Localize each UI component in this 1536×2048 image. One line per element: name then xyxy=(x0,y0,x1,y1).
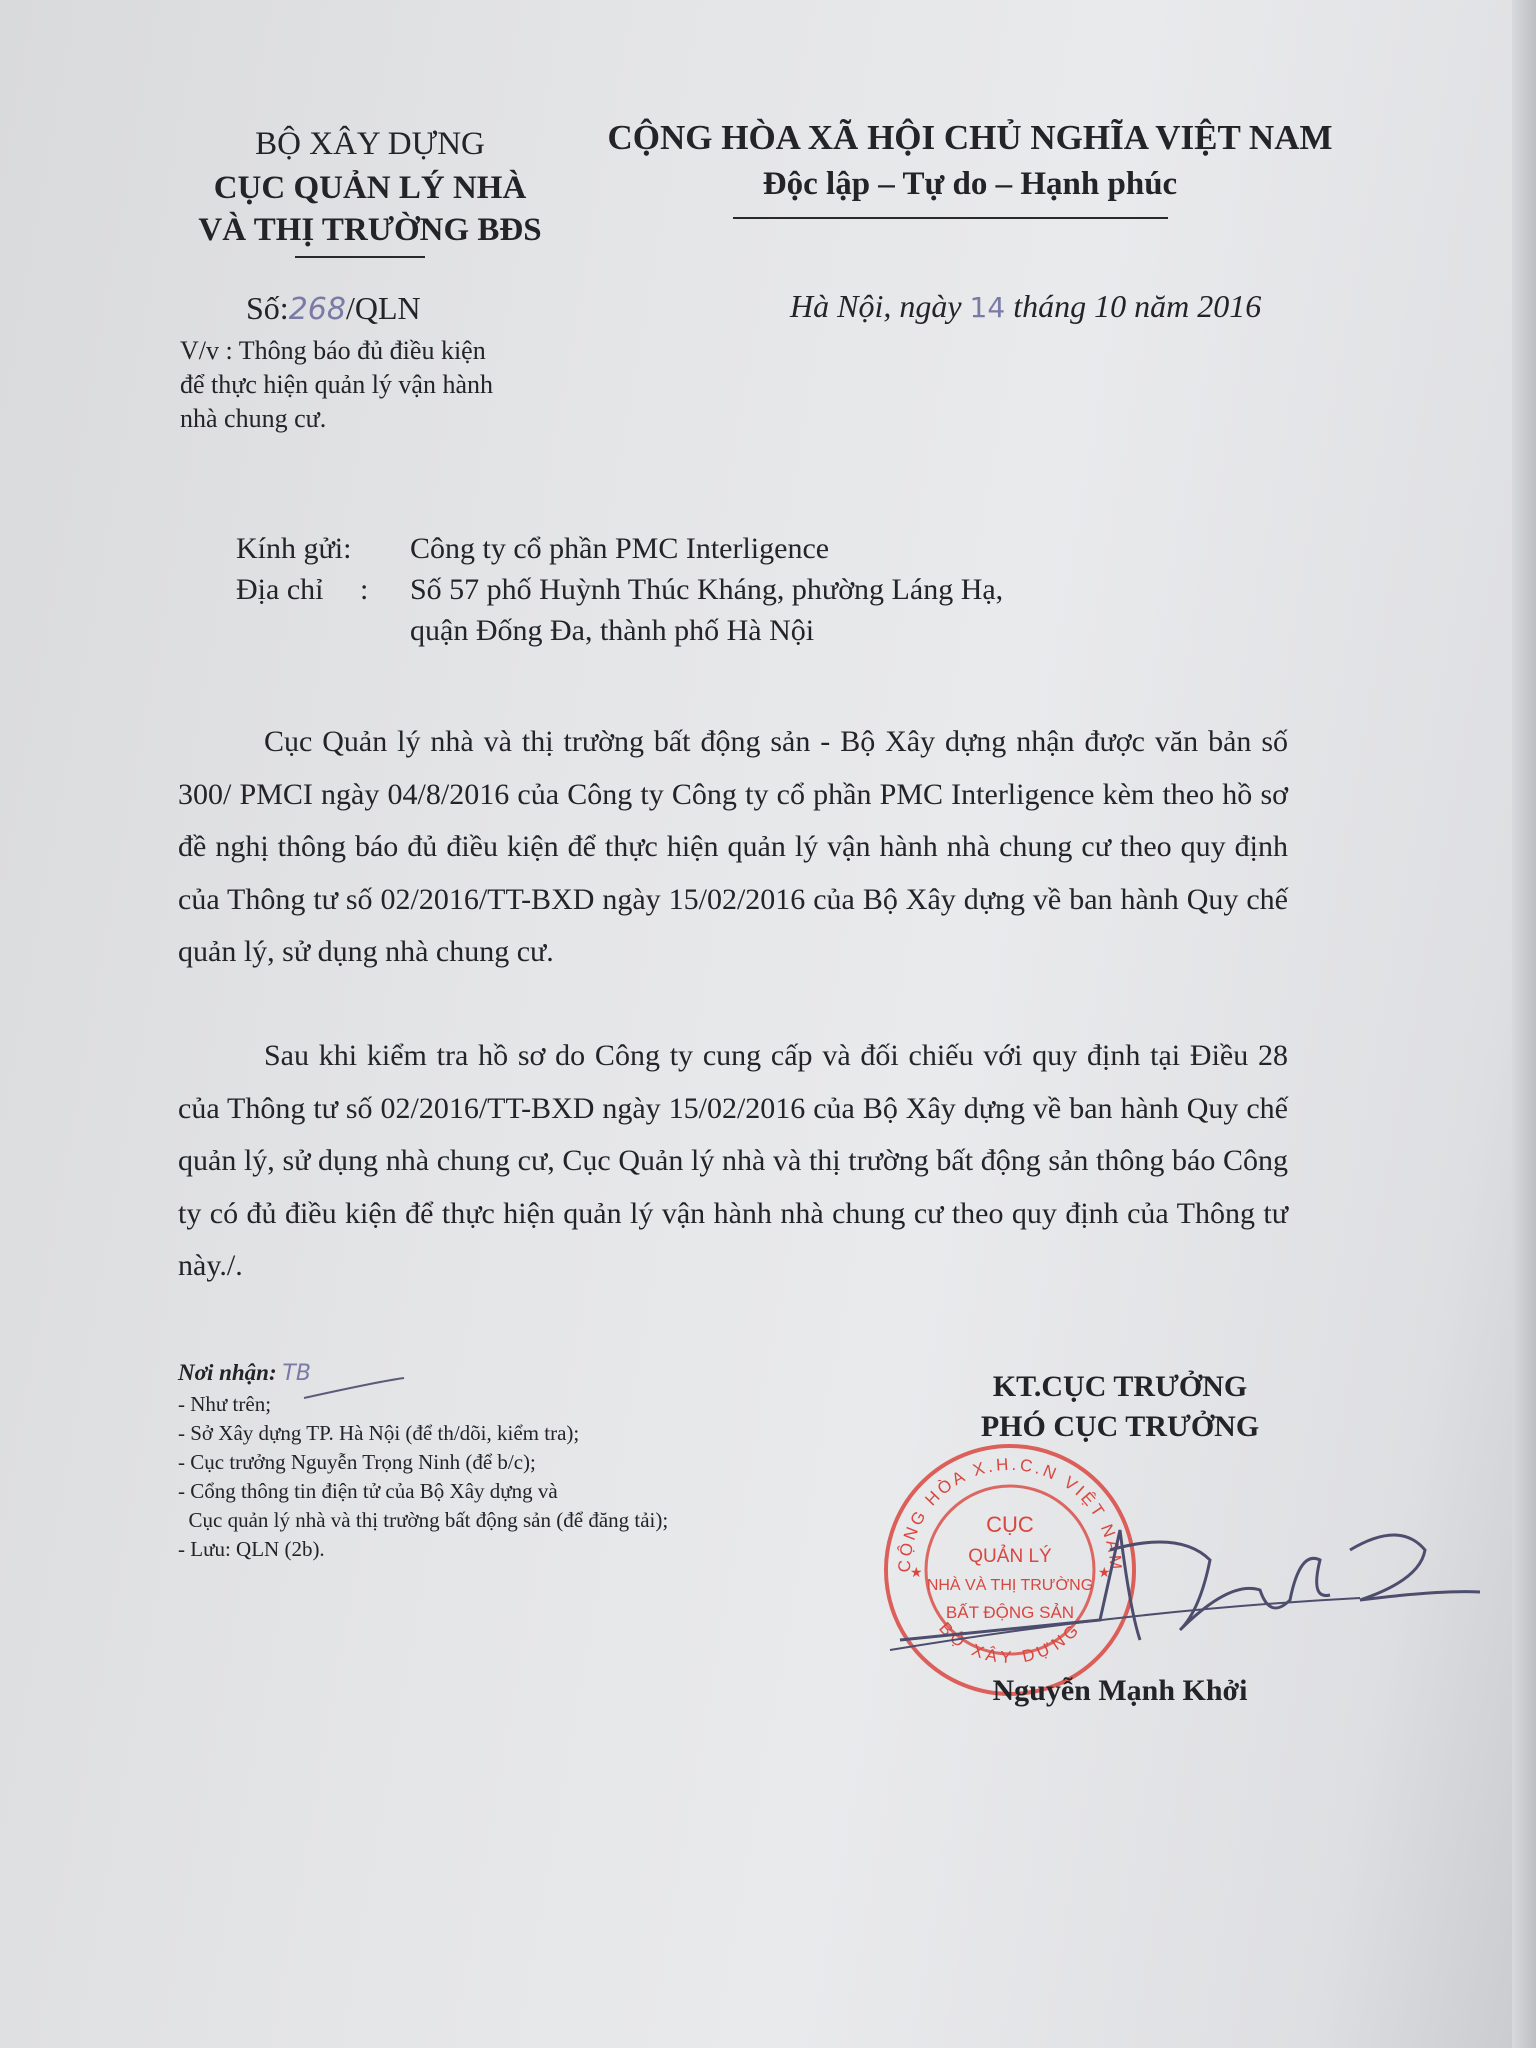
receiver-item: - Sở Xây dựng TP. Hà Nội (để th/dõi, kiểm tra); xyxy=(178,1421,580,1445)
subject-line-1: V/v : Thông báo đủ điều kiện xyxy=(180,336,486,365)
department-underline xyxy=(295,256,425,258)
receiver-item: - Cổng thông tin điện tử của Bộ Xây dựng và xyxy=(178,1479,558,1503)
address-line-1: Số 57 phố Huỳnh Thúc Kháng, phường Láng Hạ, xyxy=(410,573,1004,606)
receivers-title-text: Nơi nhận: xyxy=(178,1360,277,1385)
number-suffix: /QLN xyxy=(345,290,421,326)
stamp-star-left: ★ xyxy=(910,1565,923,1581)
nation-title: CỘNG HÒA XÃ HỘI CHỦ NGHĨA VIỆT NAM xyxy=(607,118,1333,157)
date-suffix: tháng 10 năm 2016 xyxy=(1013,288,1262,324)
ministry-name: BỘ XÂY DỰNG xyxy=(255,126,485,162)
signature-title-1: KT.CỤC TRƯỞNG xyxy=(992,1370,1248,1403)
document-number xyxy=(246,290,421,327)
receiver-item: - Cục trưởng Nguyễn Trọng Ninh (để b/c); xyxy=(178,1450,536,1474)
signer-name: Nguyễn Mạnh Khởi xyxy=(992,1674,1248,1707)
initials-scribble xyxy=(300,1370,410,1410)
to-label: Kính gửi: xyxy=(236,532,352,565)
to-value: Công ty cổ phần PMC Interligence xyxy=(410,532,830,565)
number-label: Số: xyxy=(246,290,289,326)
receivers-initials: TB xyxy=(282,1361,311,1386)
motto: Độc lập – Tự do – Hạnh phúc xyxy=(762,166,1178,202)
handwritten-day: 14 xyxy=(969,291,1006,324)
stamp-line-3: NHÀ VÀ THỊ TRƯỜNG xyxy=(926,1577,1094,1594)
subject-line-2: để thực hiện quản lý vận hành xyxy=(180,370,494,399)
signature-title-2: PHÓ CỤC TRƯỞNG xyxy=(980,1410,1260,1443)
body-paragraph-1: Cục Quản lý nhà và thị trường bất động sản - Bộ Xây dựng nhận được văn bản số 300/ PMCI ngày 04/8/2016 của Công ty Công ty cổ phần PMC Interligence kèm theo hồ sơ đề nghị thông báo đủ điều kiện để thực hiện quản lý vận hành nhà chung cư theo quy định của Thông tư số 02/2016/TT-BXD ngày 15/02/2016 của Bộ Xây dựng về ban hành Quy chế quản lý, sử dụng nhà chung cư. xyxy=(178,725,1288,968)
stamp-line-1: CỤC xyxy=(986,1512,1034,1537)
address-line-2: quận Đống Đa, thành phố Hà Nội xyxy=(410,614,815,647)
stamp-ring-text: CỘNG HÒA X.H.C.N VIỆT NAM xyxy=(894,1454,1126,1573)
receiver-item: - Lưu: QLN (2b). xyxy=(178,1537,325,1561)
receiver-item: - Như trên; xyxy=(178,1392,272,1416)
department-line-1: CỤC QUẢN LÝ NHÀ xyxy=(213,170,527,206)
stamp-line-2: QUẢN LÝ xyxy=(968,1546,1052,1567)
handwritten-signature xyxy=(880,1490,1480,1660)
subject-line-3: nhà chung cư. xyxy=(180,404,327,433)
receivers-title xyxy=(178,1360,311,1386)
receiver-item: Cục quản lý nhà và thị trường bất động sản (để đăng tải); xyxy=(178,1508,669,1532)
page-edge xyxy=(1512,0,1536,2048)
date-prefix: Hà Nội, ngày xyxy=(790,288,962,324)
department-line-2: VÀ THỊ TRƯỜNG BĐS xyxy=(198,212,542,248)
body-paragraph-2: Sau khi kiểm tra hồ sơ do Công ty cung cấp và đối chiếu với quy định tại Điều 28 của Thông tư số 02/2016/TT-BXD ngày 15/02/2016 của Bộ Xây dựng về ban hành Quy chế quản lý, sử dụng nhà chung cư, Cục Quản lý nhà và thị trường bất động sản thông báo Công ty có đủ điều kiện để thực hiện quản lý vận hành nhà chung cư theo quy định của Thông tư này./. xyxy=(178,1039,1288,1282)
address-colon: : xyxy=(360,573,369,606)
address-label: Địa chỉ xyxy=(236,573,324,606)
stamp-line-4: BẤT ĐỘNG SẢN xyxy=(945,1603,1075,1622)
motto-underline xyxy=(733,217,1168,219)
stamp-ring-bottom-text: BỘ XÂY DỰNG xyxy=(935,1618,1085,1668)
date-line xyxy=(790,288,1261,325)
handwritten-number: 268 xyxy=(288,292,346,327)
stamp-star-right: ★ xyxy=(1098,1565,1111,1581)
